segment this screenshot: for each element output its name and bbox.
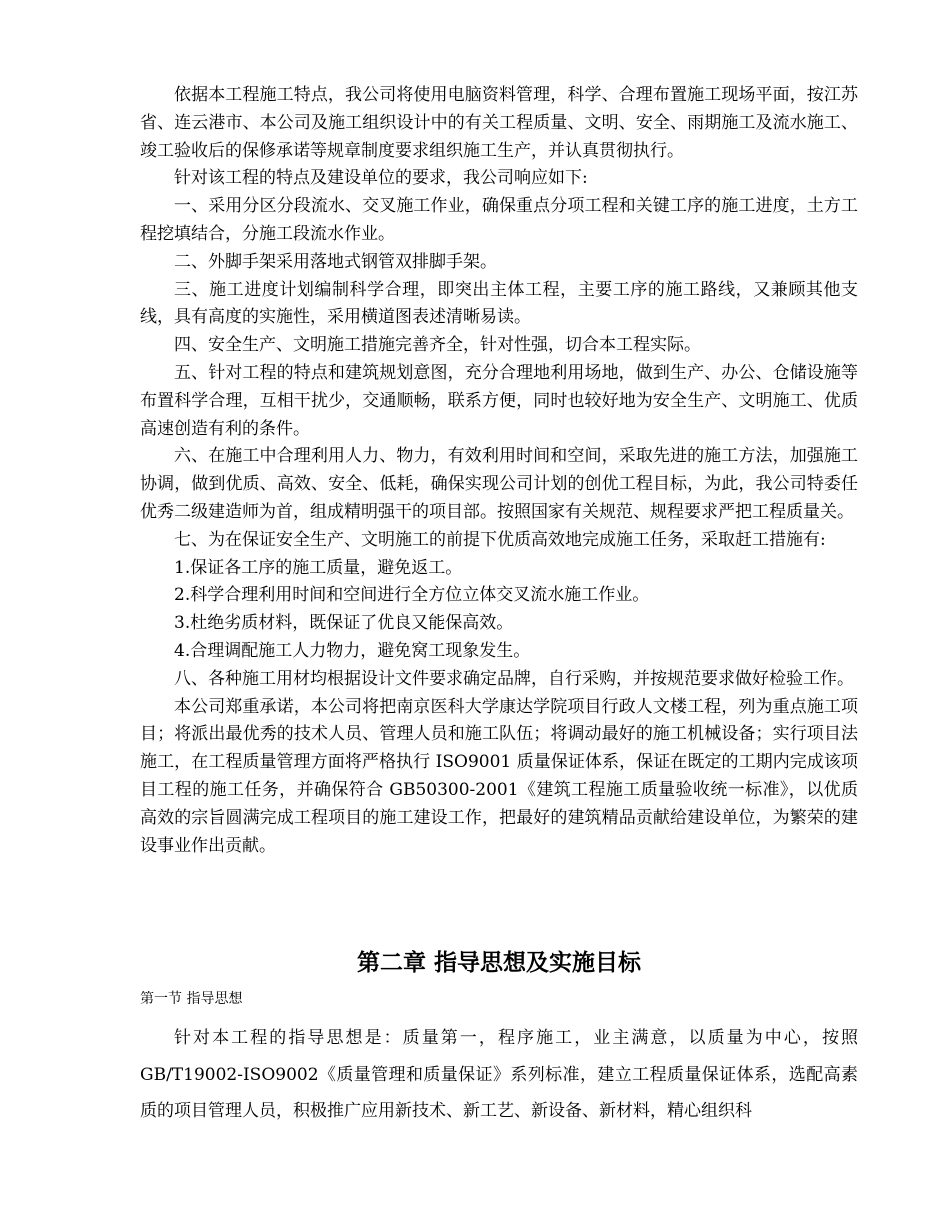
paragraph-item-1: 一、采用分区分段流水、交叉施工作业，确保重点分项工程和关键工序的施工进度，土方工程挖填结合，分施工段流水作业。: [140, 196, 858, 244]
paragraph-item-4: 四、安全生产、文明施工措施完善齐全，针对性强，切合本工程实际。: [174, 335, 701, 356]
paragraph-item-3: 三、施工进度计划编制科学合理，即突出主体工程，主要工序的施工路线，又兼顾其他支线，具有高度的实施性，采用横道图表述清晰易读。: [140, 279, 858, 328]
list-item: 1.保证各工序的施工质量，避免返工。: [174, 557, 463, 578]
paragraph-intro: 依据本工程施工特点，我公司将使用电脑资料管理，科学、合理布置施工现场平面，按江苏省、连云港市、本公司及施工组织设计中的有关工程质量、文明、安全、雨期施工及流水施工、竣工验收后的保修承诺等规章制度要求组织施工生产，并认真贯彻执行。: [140, 85, 858, 161]
paragraph-response: 针对该工程的特点及建设单位的要求，我公司响应如下:: [174, 168, 588, 189]
paragraph-item-7: 七、为在保证安全生产、文明施工的前提下优质高效地完成施工任务，采取赶工措施有:: [174, 529, 826, 550]
section-title: 第一节 指导思想: [140, 991, 243, 1007]
paragraph-commitment: 本公司郑重承诺，本公司将把南京医科大学康达学院项目行政人文楼工程，列为重点施工项目；将派出最优秀的技术人员、管理人员和施工队伍；将调动最好的施工机械设备；实行项目法施工，在工程质量管理方面将严格执行 ISO9001 质量保证体系，保证在既定的工期内完成该项目工程的施工任务，并确保符合 GB50300-2001《建筑工程施工质量验收统一标准》，以优质高效的宗旨圆满完成工程项目的施工建设工作，把最好的建筑精品贡献给建设单位，为繁荣的建设事业作出贡献。: [140, 696, 858, 856]
paragraph-guiding-idea: 针对本工程的指导思想是：质量第一，程序施工，业主满意，以质量为中心，按照 GB/T19002-ISO9002《质量管理和质量保证》系列标准，建立工程质量保证体系，选配高素质的项目管理人员，积极推广应用新技术、新工艺、新设备、新材料，精心组织科: [140, 1028, 858, 1121]
chapter-title: 第二章 指导思想及实施目标: [356, 950, 641, 976]
list-item: 3.杜绝劣质材料，既保证了优良又能保高效。: [174, 613, 514, 634]
paragraph-item-8: 八、各种施工用材均根据设计文件要求确定品牌，自行采购，并按规范要求做好检验工作。: [174, 668, 854, 689]
paragraph-item-6: 六、在施工中合理利用人力、物力，有效利用时间和空间，采取先进的施工方法，加强施工协调，做到优质、高效、安全、低耗，确保实现公司计划的创优工程目标，为此，我公司特委任优秀二级建造师为首，组成精明强干的项目部。按照国家有关规范、规程要求严把工程质量关。: [140, 446, 858, 522]
paragraph-item-5: 五、针对工程的特点和建筑规划意图，充分合理地利用场地，做到生产、办公、仓储设施等布置科学合理，互相干扰少，交通顺畅，联系方便，同时也较好地为安全生产、文明施工、优质高速创造有利的条件。: [140, 362, 858, 439]
section-body: [140, 1020, 858, 1130]
list-item: 4.合理调配施工人力物力，避免窝工现象发生。: [174, 640, 531, 661]
document-body: [140, 82, 858, 860]
list-item: 2.科学合理利用时间和空间进行全方位立体交叉流水施工作业。: [174, 585, 650, 606]
paragraph-item-2: 二、外脚手架采用落地式钢管双排脚手架。: [174, 251, 497, 272]
